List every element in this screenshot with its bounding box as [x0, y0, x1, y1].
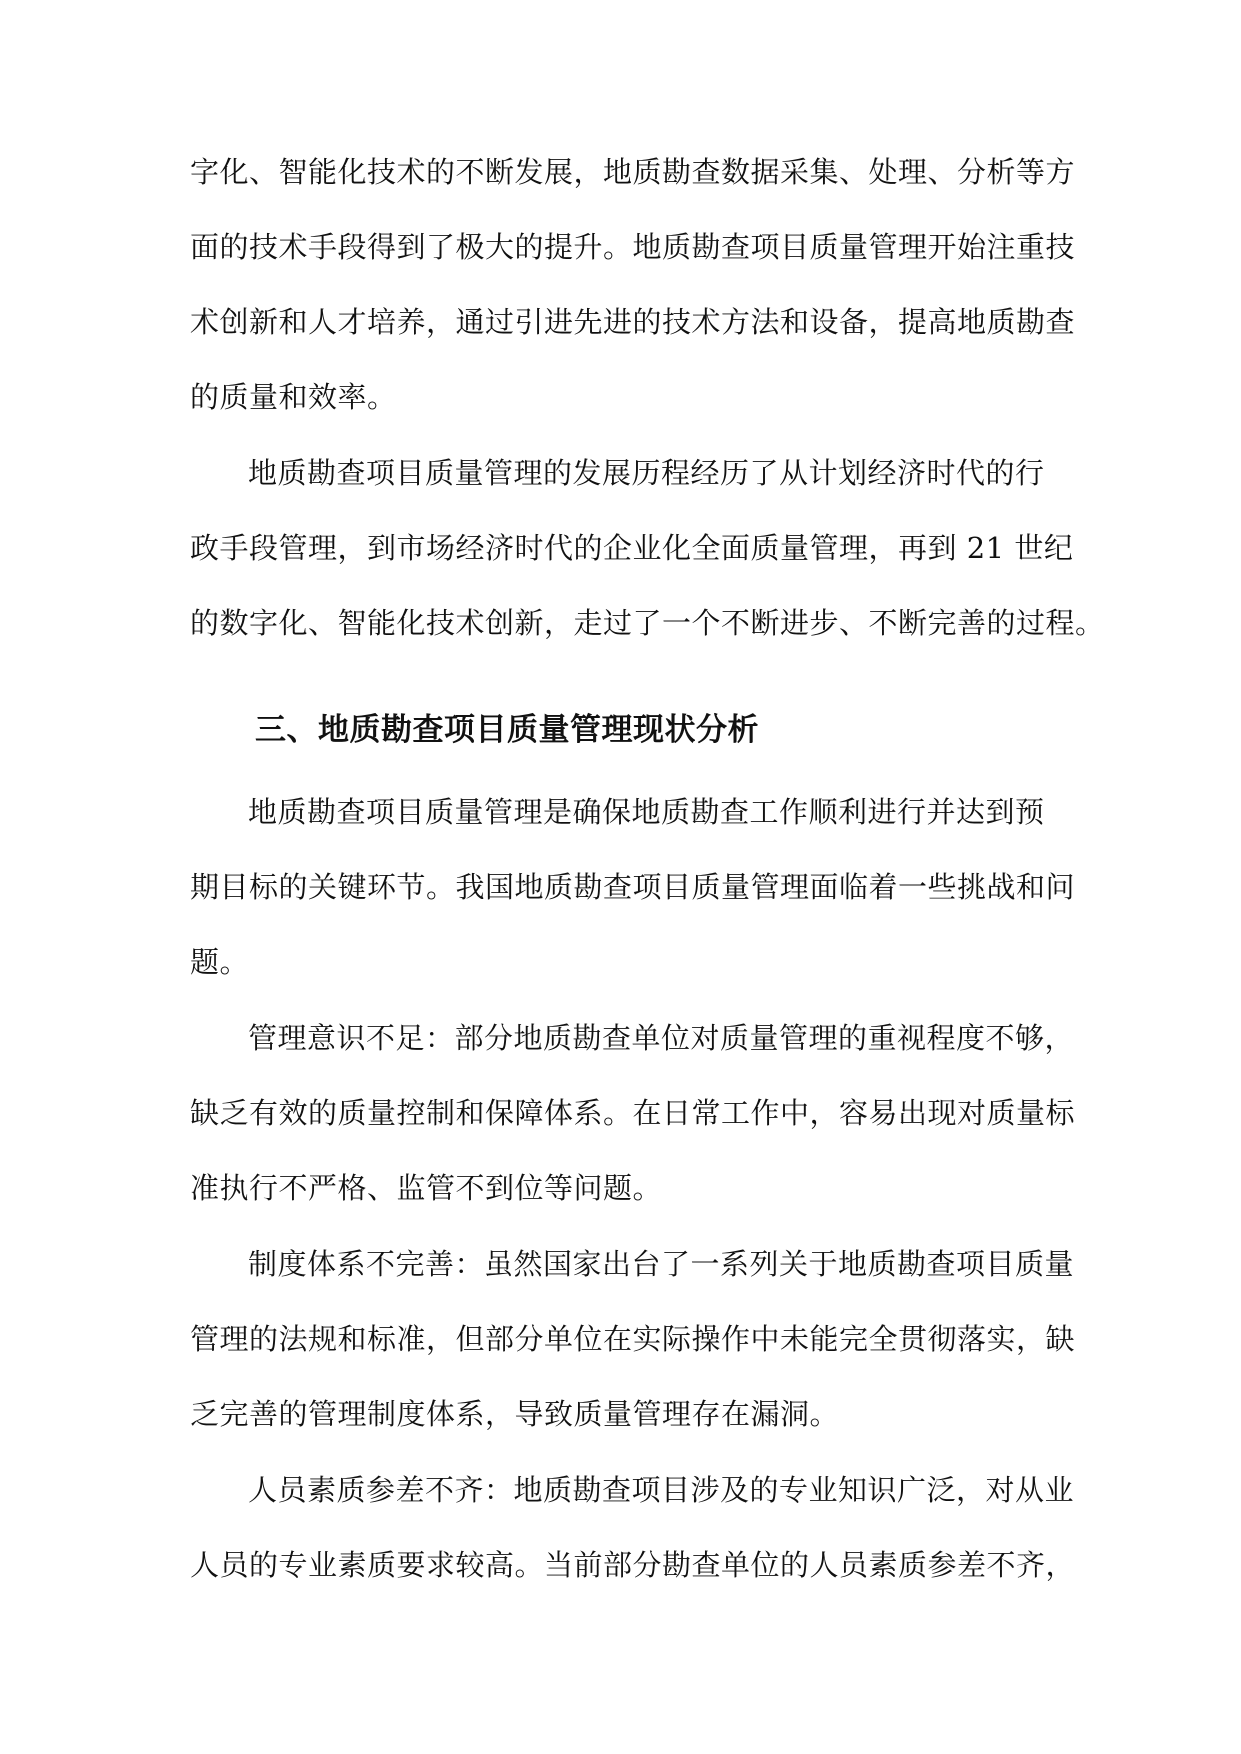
paragraph-2-line-3: 的数字化、智能化技术创新，走过了一个不断进步、不断完善的过程。 [190, 606, 1105, 640]
paragraph-3-line-1: 地质勘查项目质量管理是确保地质勘查工作顺利进行并达到预 [248, 795, 1045, 829]
paragraph-1-line-2: 面的技术手段得到了极大的提升。地质勘查项目质量管理开始注重技 [190, 230, 1076, 264]
paragraph-4-line-2: 缺乏有效的质量控制和保障体系。在日常工作中，容易出现对质量标 [190, 1096, 1076, 1130]
paragraph-1-line-1: 字化、智能化技术的不断发展，地质勘查数据采集、处理、分析等方 [190, 155, 1076, 189]
paragraph-5-line-2: 管理的法规和标准，但部分单位在实际操作中未能完全贯彻落实，缺 [190, 1322, 1076, 1356]
section-heading: 三、地质勘查项目质量管理现状分析 [255, 712, 759, 748]
paragraph-2-line-2: 政手段管理，到市场经济时代的企业化全面质量管理，再到 21 世纪 [190, 531, 1074, 565]
paragraph-1-line-4: 的质量和效率。 [190, 380, 397, 414]
paragraph-4-line-1: 管理意识不足：部分地质勘查单位对质量管理的重视程度不够， [248, 1021, 1075, 1055]
paragraph-6-line-2: 人员的专业素质要求较高。当前部分勘查单位的人员素质参差不齐， [190, 1548, 1076, 1582]
paragraph-4-line-3: 准执行不严格、监管不到位等问题。 [190, 1171, 663, 1205]
paragraph-2-line-1: 地质勘查项目质量管理的发展历程经历了从计划经济时代的行 [248, 456, 1045, 490]
paragraph-3-line-3: 题。 [190, 945, 250, 979]
paragraph-3-line-2: 期目标的关键环节。我国地质勘查项目质量管理面临着一些挑战和问 [190, 870, 1076, 904]
paragraph-6-line-1: 人员素质参差不齐：地质勘查项目涉及的专业知识广泛，对从业 [248, 1473, 1075, 1507]
paragraph-5-line-3: 乏完善的管理制度体系，导致质量管理存在漏洞。 [190, 1397, 840, 1431]
paragraph-5-line-1: 制度体系不完善：虽然国家出台了一系列关于地质勘查项目质量 [248, 1247, 1075, 1281]
paragraph-1-line-3: 术创新和人才培养，通过引进先进的技术方法和设备，提高地质勘查 [190, 305, 1076, 339]
